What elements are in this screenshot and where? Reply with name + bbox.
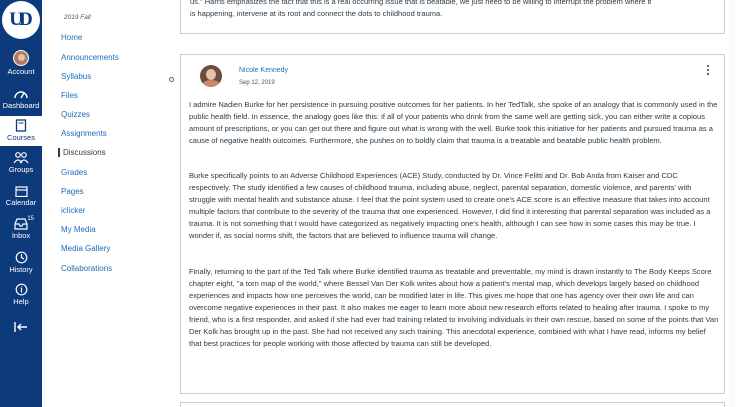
global-nav-label: Help bbox=[13, 297, 29, 306]
university-logo[interactable]: UD bbox=[2, 1, 40, 39]
global-nav bbox=[0, 0, 42, 407]
global-nav-history[interactable] bbox=[0, 251, 42, 274]
course-nav-iclicker[interactable]: iclicker bbox=[61, 206, 86, 215]
discussion-entry bbox=[180, 54, 725, 394]
global-nav-help[interactable] bbox=[0, 283, 42, 306]
course-nav-discussions[interactable]: Discussions bbox=[58, 148, 106, 157]
global-nav-label: Calendar bbox=[5, 198, 37, 207]
course-term: 2019 Fall bbox=[64, 14, 91, 21]
post-date: Sep 12, 2019 bbox=[239, 80, 275, 86]
global-nav-dashboard[interactable] bbox=[0, 88, 42, 110]
global-nav-groups[interactable] bbox=[0, 152, 42, 174]
next-entry bbox=[180, 402, 725, 407]
inbox-count-badge: 15 bbox=[27, 216, 34, 222]
global-nav-label: Courses bbox=[7, 133, 35, 142]
svg-text:i: i bbox=[19, 285, 23, 295]
previous-entry-text bbox=[190, 0, 715, 20]
global-nav-account[interactable] bbox=[0, 50, 42, 76]
help-icon bbox=[15, 283, 28, 296]
history-icon bbox=[15, 251, 28, 264]
dashboard-icon bbox=[13, 88, 29, 100]
global-nav-label: Dashboard bbox=[2, 101, 40, 110]
course-nav-grades[interactable]: Grades bbox=[61, 168, 88, 177]
course-nav-home[interactable]: Home bbox=[61, 33, 83, 42]
previous-entry-line: is happening, intervene at its root and connect the dots to childhood trauma. bbox=[190, 9, 443, 18]
global-nav-inbox[interactable] bbox=[0, 218, 42, 240]
course-nav-collaborations[interactable]: Collaborations bbox=[61, 264, 113, 273]
more-options-icon[interactable] bbox=[706, 64, 710, 76]
global-nav-label: Account bbox=[7, 67, 35, 76]
author-avatar[interactable] bbox=[200, 65, 222, 87]
groups-icon bbox=[13, 152, 29, 164]
global-nav-label: Inbox bbox=[11, 231, 31, 240]
global-nav-calendar[interactable] bbox=[0, 185, 42, 207]
avatar bbox=[13, 50, 29, 66]
calendar-icon bbox=[15, 185, 28, 197]
entry-paragraph: Finally, returning to the part of the Ted Talk where Burke identified trauma as treatable and preventable, my mind is drawn instantly to The Body Keeps Score chapter eight, "a torn map of the world," where Bessel Van Der Kolk writes about how a patient's mental map, which develops largely based on childhood experiences and impacts how one perceives the world, can be modified later in life. This gives me hope that one has agency over their own life and can overcome negative experiences in their past. It also makes me eager to learn more about new research efforts related to healing after trauma. I spoke to my friend, who is a first responder, and asked if she had ever had training related to involving individuals in their own rescue, based on some of the points that Van Der Kolk has brought up in the past. She had not received any such training. This anecdotal experience, combined with what I have read, informs my belief that best practices for people working with those affected by trauma can still be developed. bbox=[189, 267, 719, 348]
unread-indicator[interactable] bbox=[169, 77, 174, 82]
author-name-link[interactable]: Nicole Kennedy bbox=[239, 67, 289, 74]
previous-entry-line: us." Harris emphasizes the fact that this is a real occurring issue that is beatable, we just need to be willing to interrupt the problem where it bbox=[190, 0, 652, 6]
course-nav-assignments[interactable]: Assignments bbox=[61, 129, 107, 138]
entry-paragraph: I admire Nadien Burke for her persistence in pursuing positive outcomes for her patients. In her TedTalk, she spoke of an analogy that is commonly used in the public health field. In essence, the analogy goes like this: if all of your patients who drink from the same well are getting sick, you can either write a copious amount of prescriptions, or you can get out there and figure out what is wrong with the well. Burke took this initiative for her patients and pursued trauma as a cause of negative health outcomes. Furthermore, she pushes on to boldly claim that trauma is a treatable and beatable public health problem. bbox=[189, 100, 718, 145]
course-nav-pages[interactable]: Pages bbox=[61, 187, 84, 196]
course-nav-syllabus[interactable]: Syllabus bbox=[61, 72, 92, 81]
global-nav-courses[interactable] bbox=[0, 116, 42, 146]
course-nav-my-media[interactable]: My Media bbox=[61, 225, 96, 234]
discussion-content bbox=[180, 0, 725, 407]
page-scrollbar[interactable] bbox=[729, 0, 734, 407]
course-nav-quizzes[interactable]: Quizzes bbox=[61, 110, 90, 119]
collapse-icon[interactable] bbox=[14, 320, 28, 335]
previous-entry bbox=[180, 0, 725, 34]
entry-paragraph: Burke specifically points to an Adverse Childhood Experiences (ACE) Study, conducted by Dr. Vince Felitti and Dr. Bob Anda from Kaiser and CDC respectively. The study identified a few causes of childhood trauma, including abuse, neglect, parental separation, domestic violence, and parents' with struggle with mental health and substance abuse. I feel that the point system used to create one's ACE score is an effective measure that takes into account multiple factors that contribute to the severity of the trauma that one experienced. However, I did find it interesting that parental separation was included as a trauma. It is not something that I would have categorized as negatively impacting one's health, although I can see how in some cases this may be true. I wonder if, as social norms shift, the factors that are believed to influence trauma will change. bbox=[189, 171, 711, 240]
inbox-icon bbox=[14, 218, 28, 230]
course-nav-files[interactable]: Files bbox=[61, 91, 78, 100]
global-nav-label: Groups bbox=[8, 165, 34, 174]
course-nav-announcements[interactable]: Announcements bbox=[61, 53, 119, 62]
global-nav-label: History bbox=[9, 265, 33, 274]
course-nav bbox=[42, 0, 170, 407]
book-icon bbox=[15, 119, 27, 132]
course-nav-media-gallery[interactable]: Media Gallery bbox=[61, 244, 111, 253]
